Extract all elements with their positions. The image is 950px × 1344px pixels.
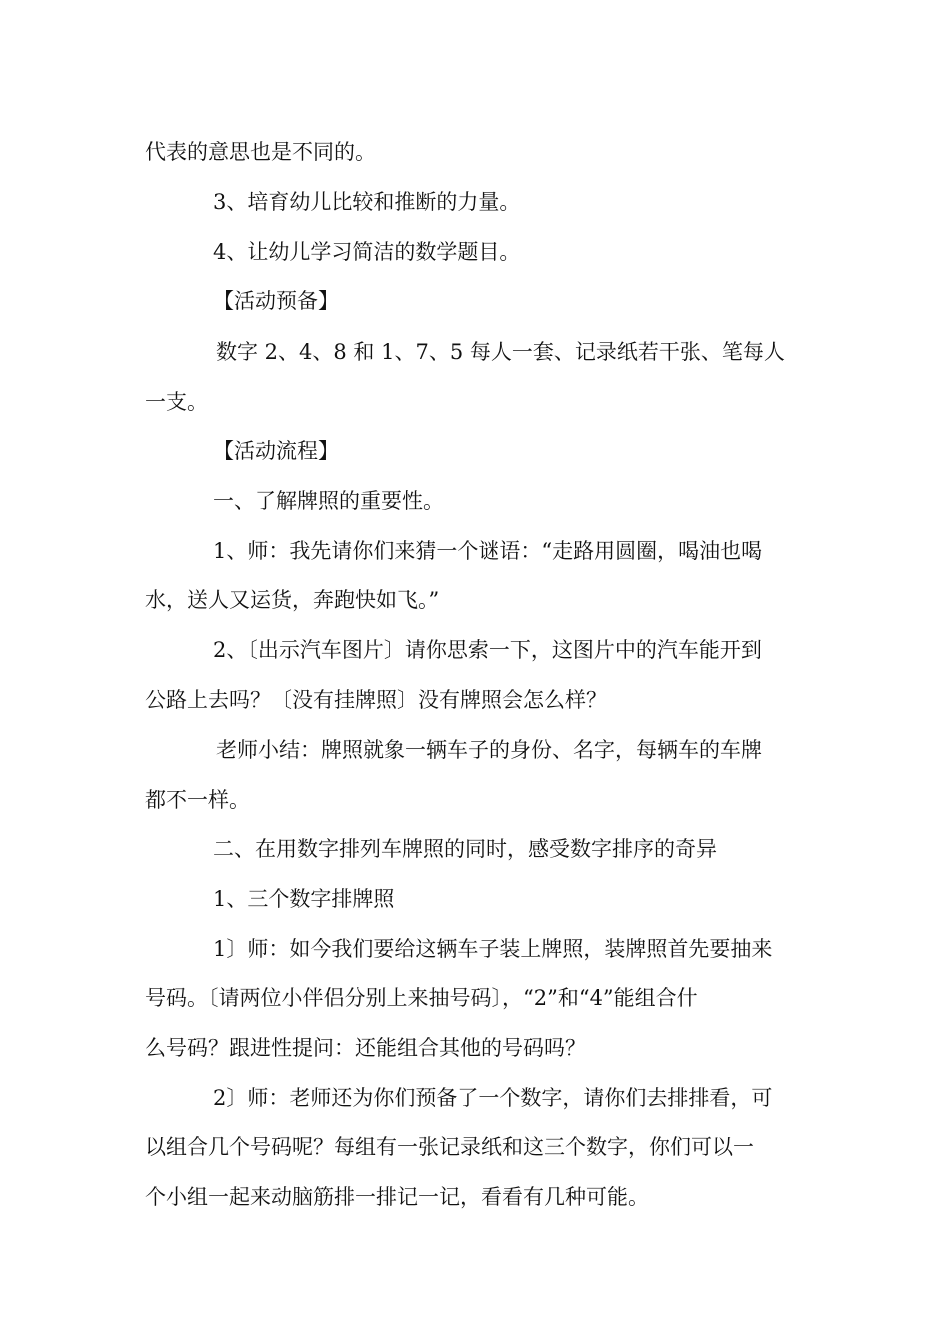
teacher-summary: 老师小结：牌照就象一辆车子的身份、名字，每辆车的车牌	[216, 738, 762, 762]
section-heading-process: 【活动流程】	[213, 439, 339, 463]
step-2-1-2-cont2: 个小组一起来动脑筋排一排记一记，看看有几种可能。	[145, 1185, 649, 1209]
step-1-1-cont: 水，送人又运货，奔跑快如飞。”	[145, 588, 440, 612]
step-1-2: 2、〔出示汽车图片〕请你思索一下，这图片中的汽车能开到	[213, 638, 762, 662]
objective-3: 3、培育幼儿比较和推断的力量。	[213, 190, 521, 214]
step-2-1-1-cont2: 么号码？跟进性提问：还能组合其他的号码吗？	[145, 1036, 586, 1060]
section-heading-preparation: 【活动预备】	[213, 289, 339, 313]
step-2-1-2: 2〕师：老师还为你们预备了一个数字，请你们去排排看，可	[213, 1086, 773, 1110]
step-2-1-1: 1〕师：如今我们要给这辆车子装上牌照，装牌照首先要抽来	[213, 937, 773, 961]
teacher-summary-cont: 都不一样。	[145, 788, 250, 812]
step-1-2-cont: 公路上去吗？〔没有挂牌照〕没有牌照会怎么样？	[145, 688, 607, 712]
step-2-1-2-cont: 以组合几个号码呢？每组有一张记录纸和这三个数字，你们可以一	[145, 1135, 754, 1159]
step-2-title: 二、在用数字排列车牌照的同时，感受数字排序的奇异	[213, 837, 717, 861]
preparation-text: 数字 2、4、8 和 1、7、5 每人一套、记录纸若干张、笔每人	[216, 340, 785, 364]
step-2-1-1-cont: 号码。〔请两位小伴侣分别上来抽号码〕，“2”和“4”能组合什	[145, 986, 698, 1010]
text-line-continuation: 代表的意思也是不同的。	[145, 140, 376, 164]
step-1-title: 一、了解牌照的重要性。	[213, 489, 444, 513]
objective-4: 4、让幼儿学习简洁的数学题目。	[213, 240, 521, 264]
preparation-text-cont: 一支。	[145, 390, 208, 414]
step-1-1: 1、师：我先请你们来猜一个谜语：“走路用圆圈，喝油也喝	[213, 539, 763, 563]
step-2-1-title: 1、三个数字排牌照	[213, 887, 395, 911]
